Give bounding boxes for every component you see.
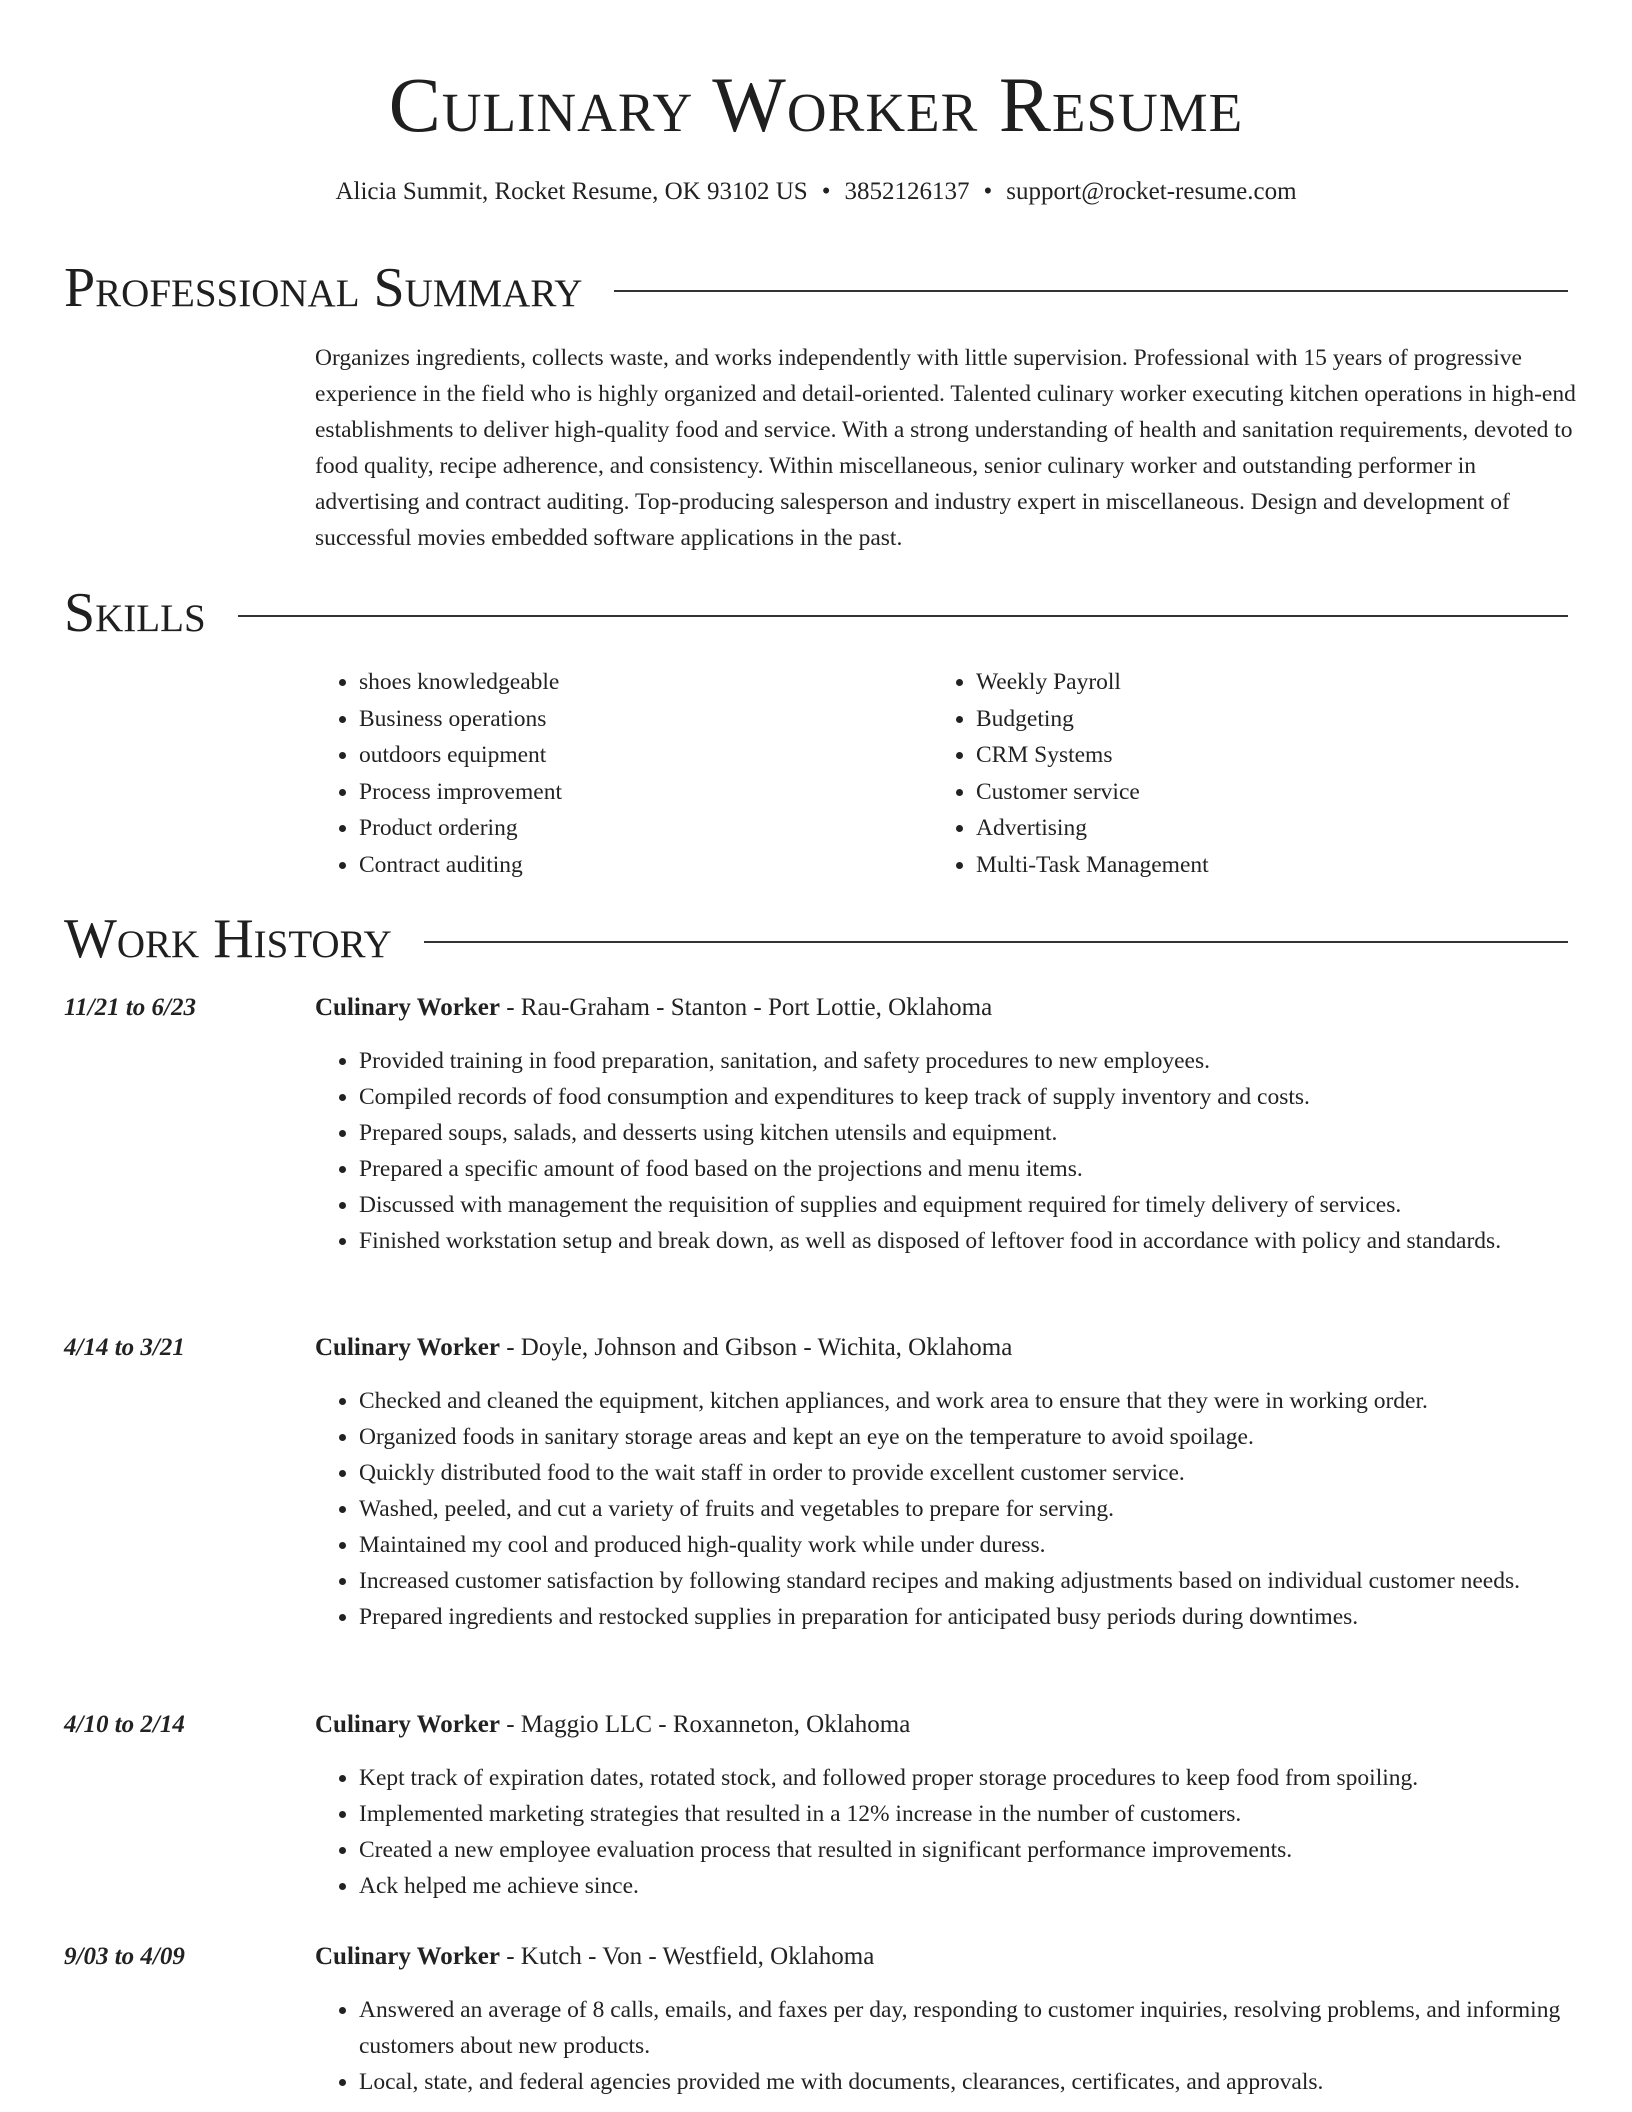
skill-item: • Weekly Payroll <box>976 664 1549 701</box>
job-duty: • Maintained my cool and produced high-quality work while under duress. <box>359 1527 1568 1563</box>
job-duty: • Prepared a specific amount of food based on the projections and menu items. <box>359 1151 1568 1187</box>
skills-section-header <box>64 583 1568 643</box>
resume-title: Culinary Worker Resume <box>388 61 1244 148</box>
job-duty: • Implemented marketing strategies that resulted in a 12% increase in the number of customers. <box>359 1796 1568 1832</box>
job-company: - Maggio LLC - Roxanneton, Oklahoma <box>499 1711 911 1738</box>
job-duty: • Checked and cleaned the equipment, kitchen appliances, and work area to ensure that they were in working order. <box>359 1383 1568 1419</box>
skill-item: • Contract auditing <box>359 847 932 884</box>
job-duties <box>315 1992 1568 2100</box>
job-duty: • Answered an average of 8 calls, emails, and faxes per day, responding to customer inquiries, resolving problems, and informing customers about new products. <box>359 1992 1568 2064</box>
summary-section-header <box>64 258 1568 318</box>
skill-item: • Multi-Task Management <box>976 847 1549 884</box>
contact-line <box>0 176 1632 208</box>
skill-item: • Process improvement <box>359 774 932 811</box>
job-duties <box>315 1383 1568 1635</box>
contact-separator: • <box>821 178 831 205</box>
job-duty: • Washed, peeled, and cut a variety of fruits and vegetables to prepare for serving. <box>359 1491 1568 1527</box>
section-divider <box>614 290 1568 292</box>
skill-item: • Advertising <box>976 810 1549 847</box>
skill-item: • Business operations <box>359 701 932 738</box>
job-company: - Rau-Graham - Stanton - Port Lottie, Oklahoma <box>499 994 993 1021</box>
job-role: Culinary Worker <box>315 1334 500 1361</box>
job-header <box>315 1708 910 1742</box>
skills-list <box>315 664 1580 883</box>
skill-item: • shoes knowledgeable <box>359 664 932 701</box>
job-header <box>315 1331 1012 1365</box>
job-role: Culinary Worker <box>315 994 500 1021</box>
job-role: Culinary Worker <box>315 1711 500 1738</box>
job-duty: • Ack helped me achieve since. <box>359 1868 1568 1904</box>
job-duty: • Increased customer satisfaction by following standard recipes and making adjustments based on individual customer needs. <box>359 1563 1568 1599</box>
section-divider <box>238 615 1568 617</box>
job-duty: • Quickly distributed food to the wait staff in order to provide excellent customer service. <box>359 1455 1568 1491</box>
job-duty: • Local, state, and federal agencies provided me with documents, clearances, certificates, and approvals. <box>359 2064 1568 2100</box>
job-role: Culinary Worker <box>315 1943 500 1970</box>
job-duty: • Organized foods in sanitary storage areas and kept an eye on the temperature to avoid spoilage. <box>359 1419 1568 1455</box>
skill-item: • Budgeting <box>976 701 1549 738</box>
skills-column-right <box>932 664 1549 883</box>
job-dates: 11/21 to 6/23 <box>64 994 196 1021</box>
contact-phone: 3852126137 <box>844 178 970 205</box>
job-header <box>315 991 992 1025</box>
skill-item: • Product ordering <box>359 810 932 847</box>
job-duties <box>315 1043 1568 1259</box>
job-duty: • Kept track of expiration dates, rotated stock, and followed proper storage procedures to keep food from spoiling. <box>359 1760 1568 1796</box>
section-divider <box>424 941 1568 943</box>
contact-email: support@rocket-resume.com <box>1006 178 1297 205</box>
job-company: - Doyle, Johnson and Gibson - Wichita, Oklahoma <box>499 1334 1013 1361</box>
skill-item: • CRM Systems <box>976 737 1549 774</box>
job-duties <box>315 1760 1568 1904</box>
job-header <box>315 1940 874 1974</box>
work-heading: Work History <box>64 908 392 970</box>
contact-address: Alicia Summit, Rocket Resume, OK 93102 US <box>335 178 808 205</box>
job-duty: • Finished workstation setup and break down, as well as disposed of leftover food in accordance with policy and standards. <box>359 1223 1568 1259</box>
skills-column-left <box>315 664 932 883</box>
job-duty: • Provided training in food preparation, sanitation, and safety procedures to new employees. <box>359 1043 1568 1079</box>
job-company: - Kutch - Von - Westfield, Oklahoma <box>499 1943 875 1970</box>
summary-heading: Professional Summary <box>64 257 583 319</box>
job-duty: • Created a new employee evaluation process that resulted in significant performance improvements. <box>359 1832 1568 1868</box>
job-duty: • Prepared soups, salads, and desserts using kitchen utensils and equipment. <box>359 1115 1568 1151</box>
skill-item: • Customer service <box>976 774 1549 811</box>
job-duty: • Prepared ingredients and restocked supplies in preparation for anticipated busy periods during downtimes. <box>359 1599 1568 1635</box>
summary-text: Organizes ingredients, collects waste, and works independently with little supervision. Professional with 15 years of progressive experience in the field who is highly organized and detail-oriented. Talented culinary worker executing kitchen operations in high-end establishments to deliver high-quality food and service. With a strong understanding of health and sanitation requirements, devoted to food quality, recipe adherence, and consistency. Within miscellaneous, senior culinary worker and outstanding performer in advertising and contract auditing. Top-producing salesperson and industry expert in miscellaneous. Design and development of successful movies embedded software applications in the past. <box>315 345 1576 551</box>
contact-separator: • <box>983 178 993 205</box>
job-duty: • Discussed with management the requisition of supplies and equipment required for timely delivery of services. <box>359 1187 1568 1223</box>
job-dates: 9/03 to 4/09 <box>64 1943 185 1970</box>
skills-heading: Skills <box>64 582 206 644</box>
work-section-header <box>64 909 1568 969</box>
job-dates: 4/10 to 2/14 <box>64 1711 185 1738</box>
job-duty: • Compiled records of food consumption and expenditures to keep track of supply inventory and costs. <box>359 1079 1568 1115</box>
job-dates: 4/14 to 3/21 <box>64 1334 185 1361</box>
skill-item: • outdoors equipment <box>359 737 932 774</box>
